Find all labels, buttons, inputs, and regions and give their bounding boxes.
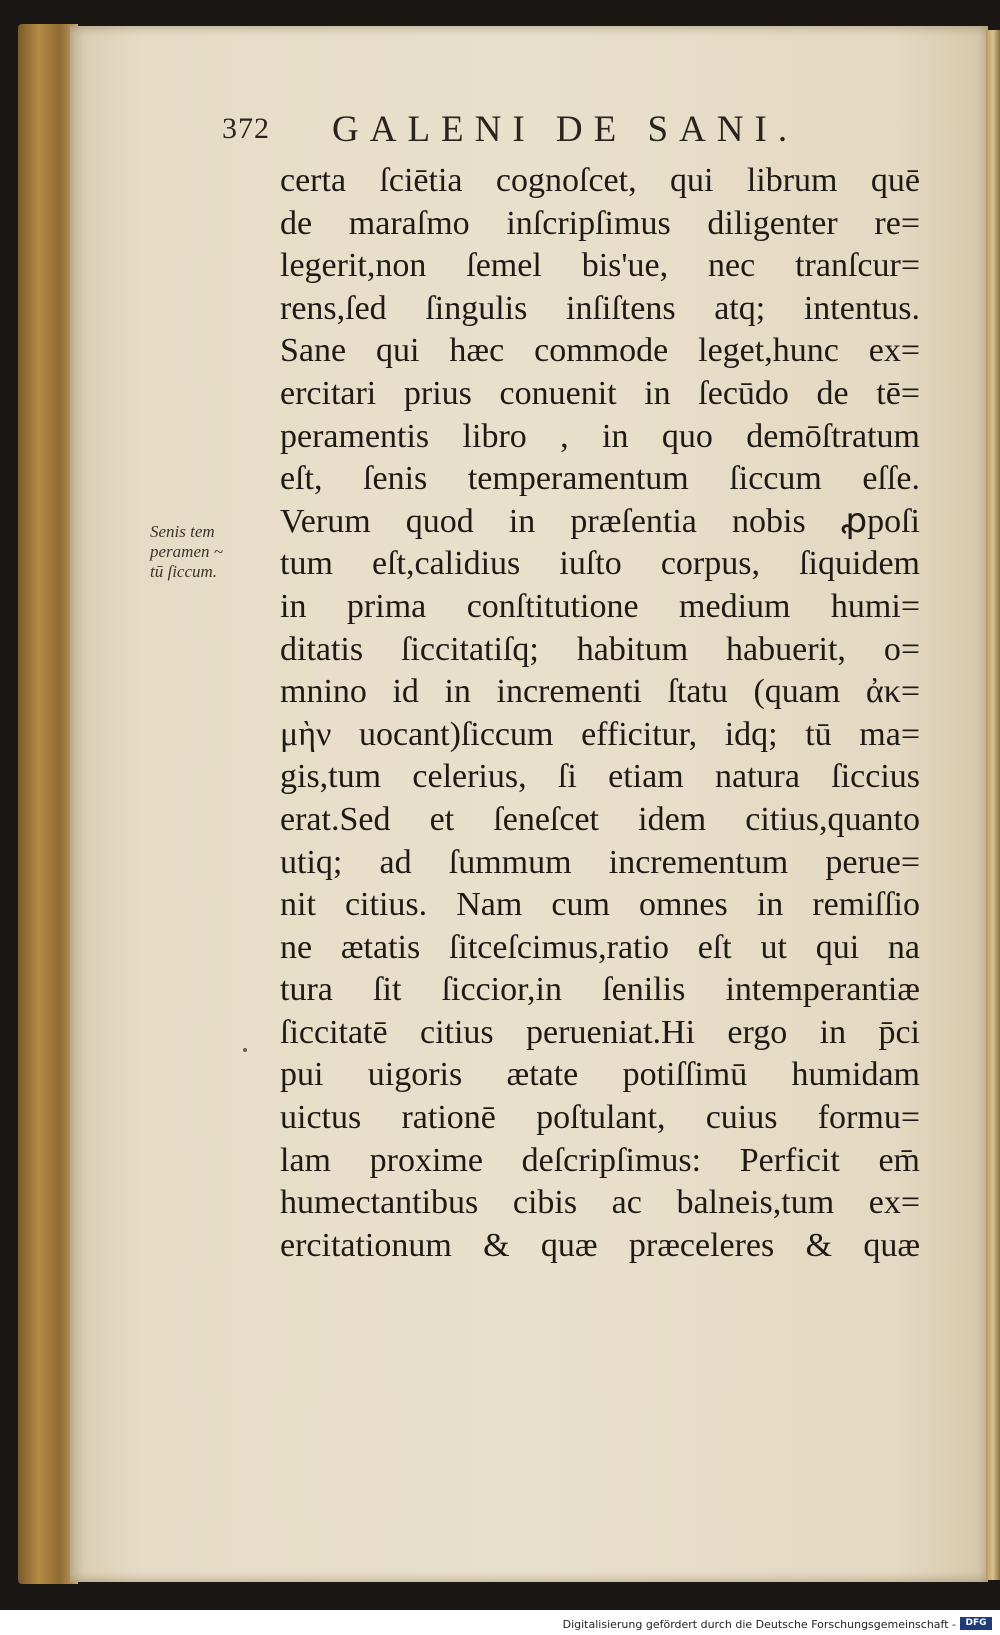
text-line: ercitari prius conuenit in ſecūdo de tē=	[280, 374, 920, 412]
text-line: de maraſmo inſcripſimus diligenter re=	[280, 204, 920, 242]
dfg-logo: DFG	[960, 1617, 992, 1630]
text-line: ne ætatis ſitceſcimus,ratio eſt ut qui na	[280, 928, 920, 966]
page-header	[222, 108, 922, 152]
text-line: humectantibus cibis ac balneis,tum ex=	[280, 1184, 920, 1222]
text-line: nit citius. Nam cum omnes in remiſſio	[280, 886, 920, 924]
text-line: Verum quod in præſentia nobis ꝓpoſi	[280, 502, 920, 540]
book-spine-edge	[18, 24, 78, 1584]
text-line: certa ſciētia cognoſcet, qui librum quē	[280, 162, 920, 199]
text-line: pui uigoris ætate potiſſimū humidam	[280, 1056, 920, 1094]
marginal-note-line: peramen ~	[150, 542, 223, 561]
text-line: in prima conſtitutione medium humi=	[280, 587, 920, 625]
text-line: ſiccitatē citius perueniat.Hi ergo in p̄ci	[280, 1013, 920, 1051]
text-line: tura ſit ſiccior,in ſenilis intemperantiæ	[280, 971, 920, 1009]
marginal-note-line: tū ſiccum.	[150, 562, 218, 581]
text-line: lam proxime deſcripſimus: Perficit em̄	[280, 1141, 920, 1179]
text-line: erat.Sed et ſeneſcet idem citius,quanto	[280, 800, 920, 838]
page-edge-right	[986, 30, 1000, 1580]
marginal-note	[150, 522, 272, 582]
text-line: legerit,non ſemel bis'ue, nec tranſcur=	[280, 247, 920, 285]
body-text	[280, 160, 920, 1267]
page-number: 372	[222, 112, 270, 145]
text-line: uictus rationē poſtulant, cuius formu=	[280, 1099, 920, 1137]
marginal-note-line: Senis tem	[150, 522, 215, 541]
text-line: eſt, ſenis temperamentum ſiccum eſſe.	[280, 460, 920, 498]
text-line: mnino id in incrementi ſtatu (quam ἀκ=	[280, 673, 920, 711]
text-line: ercitationum & quæ præceleres & quæ	[280, 1226, 920, 1264]
text-line: peramentis libro , in quo demōſtratum	[280, 417, 920, 455]
ink-dot	[243, 1048, 247, 1052]
footer	[0, 1610, 1000, 1635]
text-line: ditatis ſiccitatiſq; habitum habuerit, o=	[280, 630, 920, 668]
text-line: rens,ſed ſingulis inſiſtens atq; intentus.	[280, 289, 920, 327]
running-title: GALENI DE SANI.	[332, 109, 799, 150]
text-line: Sane qui hæc commode leget,hunc ex=	[280, 332, 920, 370]
text-line: gis,tum celerius, ſi etiam natura ſiccius	[280, 758, 920, 796]
text-line: tum eſt,calidius iuſto corpus, ſiquidem	[280, 545, 920, 583]
text-line: utiq; ad ſummum incrementum perue=	[280, 843, 920, 881]
text-line: μὴν uocant)ſiccum efficitur, idq; tū ma=	[280, 715, 920, 753]
footer-credit: Digitalisierung gefördert durch die Deutsche Forschungsgemeinschaft -	[562, 1618, 956, 1631]
